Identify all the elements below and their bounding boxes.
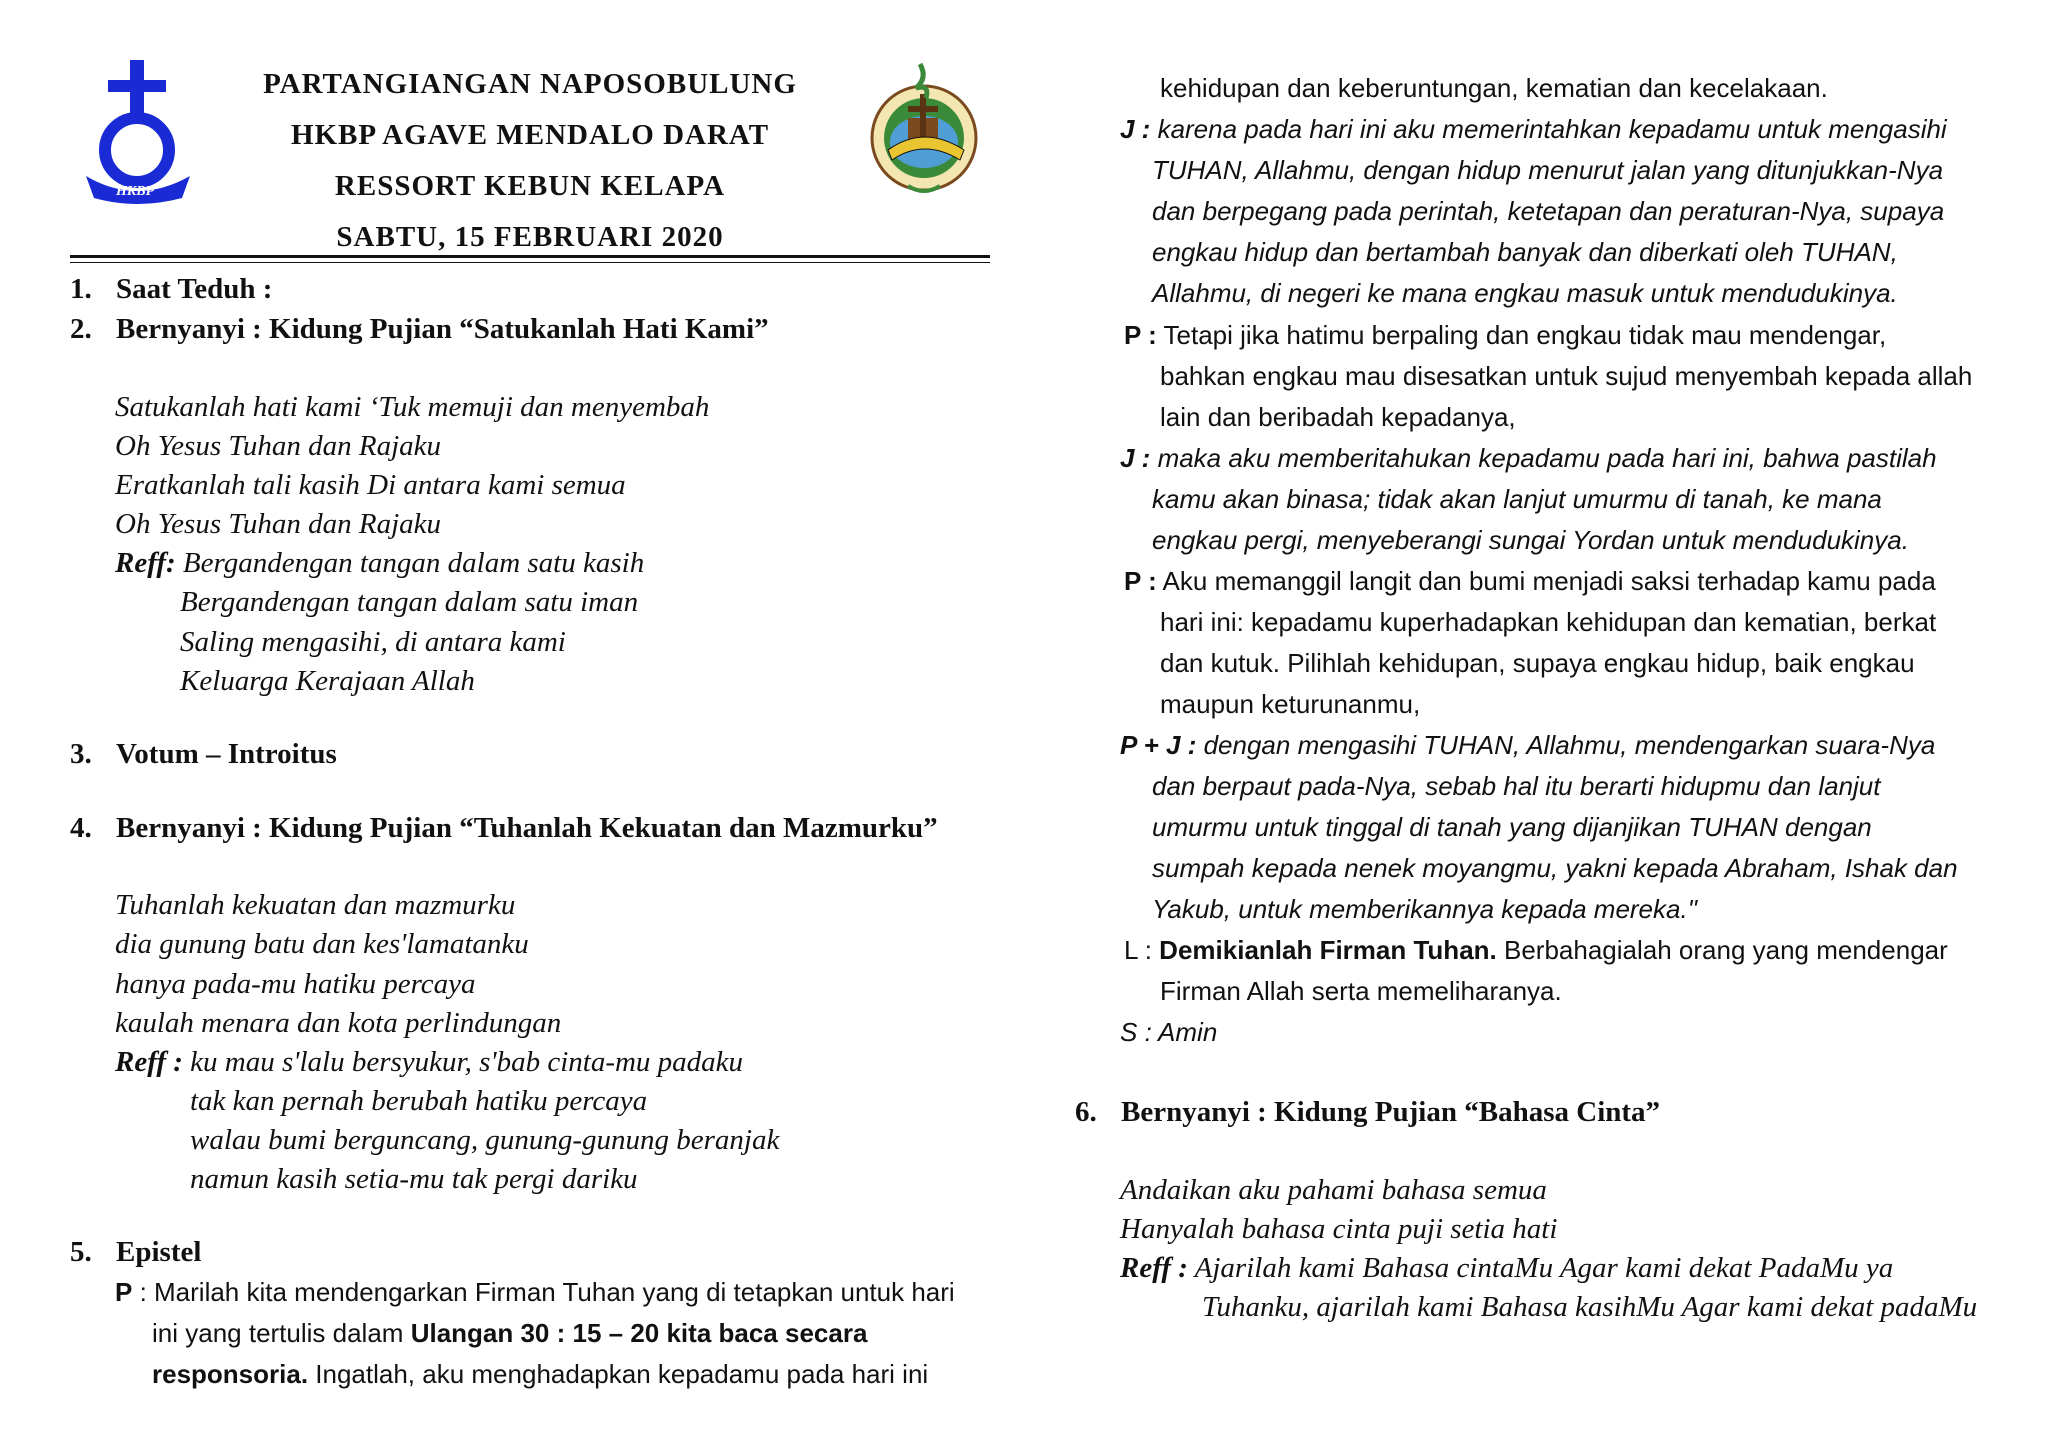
reading-p1-line: lain dan beribadah kepadanya,	[1160, 402, 1516, 432]
song1-reff-line: Bergandengan tangan dalam satu iman	[180, 586, 639, 618]
reading-continuation: kehidupan dan keberuntungan, kematian dan kecelakaan.	[1160, 73, 1828, 103]
agenda-item-number: 3.	[70, 738, 92, 770]
reading-pj-line	[1120, 730, 1935, 761]
speaker-label: P + J :	[1120, 730, 1197, 760]
reading-pj-line: Yakub, untuk memberikannya kepada mereka."	[1152, 894, 1697, 924]
reading-p1-line	[1124, 320, 1886, 351]
epistel-reference-end: responsoria.	[152, 1359, 309, 1389]
reading-p2-line: dan kutuk. Pilihlah kehidupan, supaya engkau hidup, baik engkau	[1160, 648, 1915, 678]
agenda-item-title: Bernyanyi : Kidung Pujian “Tuhanlah Kekuatan dan Mazmurku”	[116, 812, 938, 844]
epistel-text: Ingatlah, aku menghadapkan kepadamu pada hari ini	[308, 1359, 929, 1389]
song3-reff	[1120, 1252, 1893, 1285]
agenda-item-number: 6.	[1075, 1096, 1097, 1128]
reading-pj-line: dan berpaut pada-Nya, sebab hal itu berarti hidupmu dan lanjut	[1152, 771, 1881, 801]
agenda-item-number: 5.	[70, 1236, 92, 1268]
naposobulung-emblem	[868, 54, 980, 204]
reff-label: Reff :	[115, 1046, 183, 1078]
header-title-line1: PARTANGIANGAN NAPOSOBULUNG	[263, 68, 797, 100]
song1-reff	[115, 547, 644, 580]
reading-text: karena pada hari ini aku memerintahkan kepadamu untuk mengasihi	[1150, 114, 1947, 144]
agenda-item-title: Votum – Introitus	[116, 738, 337, 770]
reading-j1-line: engkau hidup dan bertambah banyak dan diberkati oleh TUHAN,	[1152, 237, 1898, 267]
song2-line: Tuhanlah kekuatan dan mazmurku	[115, 889, 516, 921]
song2-reff	[115, 1046, 743, 1079]
speaker-label: J :	[1120, 114, 1151, 144]
song1-line: Oh Yesus Tuhan dan Rajaku	[115, 430, 442, 462]
agenda-item-title: Bernyanyi : Kidung Pujian “Bahasa Cinta”	[1121, 1096, 1661, 1128]
song2-line: kaulah menara dan kota perlindungan	[115, 1007, 562, 1039]
song1-reff-line: Bergandengan tangan dalam satu kasih	[182, 547, 645, 579]
reading-text: Tetapi jika hatimu berpaling dan engkau tidak mau mendengar,	[1156, 320, 1887, 350]
epistel-line-3	[152, 1359, 928, 1390]
reff-label: Reff:	[115, 547, 176, 579]
reading-j2-line: engkau pergi, menyeberangi sungai Yordan untuk mendudukinya.	[1152, 525, 1909, 555]
reading-p1-line: bahkan engkau mau disesatkan untuk sujud menyembah kepada allah	[1160, 361, 1973, 391]
agenda-item-title: Epistel	[116, 1236, 202, 1268]
reading-pj-line: umurmu untuk tinggal di tanah yang dijanjikan TUHAN dengan	[1152, 812, 1872, 842]
reading-j1-line: Allahmu, di negeri ke mana engkau masuk untuk mendudukinya.	[1152, 278, 1898, 308]
header-date: SABTU, 15 FEBRUARI 2020	[336, 221, 724, 253]
reading-response-amen: S : Amin	[1120, 1017, 1218, 1047]
epistel-line-2	[152, 1318, 867, 1349]
song2-line: dia gunung batu dan kes'lamatanku	[115, 928, 529, 960]
reading-j1-line: dan berpegang pada perintah, ketetapan dan peraturan-Nya, supaya	[1152, 196, 1945, 226]
reading-j1-line	[1120, 114, 1947, 145]
agenda-item-number: 1.	[70, 273, 92, 305]
song2-reff-line: walau bumi berguncang, gunung-gunung beranjak	[190, 1124, 780, 1156]
reading-j2-line	[1120, 443, 1937, 474]
header-rule-thick	[70, 255, 990, 258]
speaker-label: J :	[1120, 443, 1151, 473]
reading-closing: Demikianlah Firman Tuhan.	[1151, 935, 1497, 965]
reading-text: Berbahagialah orang yang mendengar	[1496, 935, 1948, 965]
agenda-item-title: Saat Teduh :	[116, 273, 273, 305]
agenda-item-number: 2.	[70, 313, 92, 345]
epistel-reference: Ulangan 30 : 15 – 20 kita baca secara	[410, 1318, 868, 1348]
song2-line: hanya pada-mu hatiku percaya	[115, 968, 476, 1000]
epistel-text: : Marilah kita mendengarkan Firman Tuhan yang di tetapkan untuk hari	[132, 1277, 955, 1307]
song2-reff-line: ku mau s'lalu bersyukur, s'bab cinta-mu padaku	[190, 1046, 744, 1078]
reading-j2-line: kamu akan binasa; tidak akan lanjut umurmu di tanah, ke mana	[1152, 484, 1882, 514]
hkbp-logo-text: HKBP	[116, 184, 155, 199]
epistel-text: ini yang tertulis dalam	[152, 1318, 411, 1348]
header-title-line3: RESSORT KEBUN KELAPA	[334, 170, 726, 202]
reading-p2-line	[1124, 566, 1936, 597]
header-block	[200, 0, 860, 270]
song3-reff-line: Ajarilah kami Bahasa cintaMu Agar kami dekat PadaMu ya	[1194, 1252, 1894, 1284]
song1-reff-line: Saling mengasihi, di antara kami	[180, 626, 566, 658]
reading-text: maka aku memberitahukan kepadamu pada hari ini, bahwa pastilah	[1150, 443, 1937, 473]
hkbp-logo	[78, 58, 198, 208]
song2-reff-line: namun kasih setia-mu tak pergi dariku	[190, 1163, 638, 1195]
speaker-label: P :	[1124, 566, 1157, 596]
song1-reff-line: Keluarga Kerajaan Allah	[180, 665, 475, 697]
reff-label: Reff :	[1120, 1252, 1188, 1284]
epistel-line-1	[115, 1277, 955, 1308]
reading-l-line: Firman Allah serta memeliharanya.	[1160, 976, 1562, 1006]
reading-l-line	[1124, 935, 1948, 966]
reading-text: Aku memanggil langit dan bumi menjadi saksi terhadap kamu pada	[1156, 566, 1936, 596]
song3-line: Hanyalah bahasa cinta puji setia hati	[1120, 1213, 1558, 1245]
song3-reff-line: Tuhanku, ajarilah kami Bahasa kasihMu Agar kami dekat padaMu	[1202, 1291, 1978, 1323]
reading-pj-line: sumpah kepada nenek moyangmu, yakni kepada Abraham, Ishak dan	[1152, 853, 1958, 883]
header-title-line2: HKBP AGAVE MENDALO DARAT	[290, 119, 770, 151]
reading-p2-line: hari ini: kepadamu kuperhadapkan kehidupan dan kematian, berkat	[1160, 607, 1937, 637]
speaker-label: P	[115, 1277, 133, 1307]
reading-p2-line: maupun keturunanmu,	[1160, 689, 1421, 719]
song1-line: Eratkanlah tali kasih Di antara kami semua	[115, 469, 626, 501]
speaker-label: P :	[1124, 320, 1157, 350]
reading-j1-line: TUHAN, Allahmu, dengan hidup menurut jalan yang ditunjukkan-Nya	[1152, 155, 1944, 185]
song2-reff-line: tak kan pernah berubah hatiku percaya	[190, 1085, 648, 1117]
header-rule-thin	[70, 262, 990, 263]
agenda-item-title: Bernyanyi : Kidung Pujian “Satukanlah Hati Kami”	[116, 313, 769, 345]
speaker-label: L :	[1124, 935, 1152, 965]
agenda-item-number: 4.	[70, 812, 92, 844]
song1-line: Satukanlah hati kami ‘Tuk memuji dan menyembah	[115, 391, 710, 423]
song1-line: Oh Yesus Tuhan dan Rajaku	[115, 508, 442, 540]
reading-text: dengan mengasihi TUHAN, Allahmu, mendengarkan suara-Nya	[1196, 730, 1936, 760]
song3-line: Andaikan aku pahami bahasa semua	[1120, 1174, 1547, 1206]
